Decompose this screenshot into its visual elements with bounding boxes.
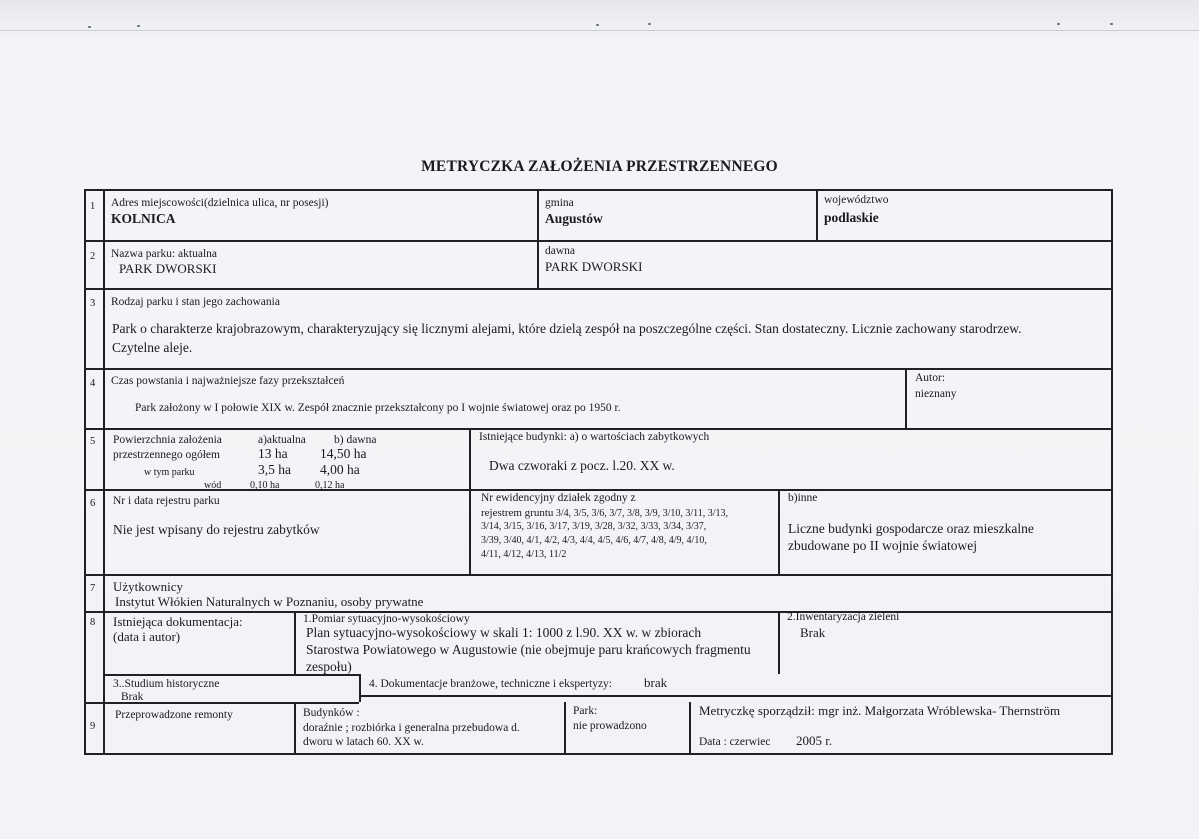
row-divider bbox=[84, 574, 1113, 576]
register-label: Nr i data rejestru parku bbox=[113, 495, 220, 507]
historical-study-value: Brak bbox=[121, 691, 144, 703]
date-value: 2005 r. bbox=[796, 733, 833, 748]
cell-divider bbox=[294, 702, 296, 755]
scan-speck bbox=[1057, 23, 1060, 25]
users-label: Użytkownicy bbox=[113, 579, 184, 594]
row-number: 1 bbox=[90, 201, 96, 212]
park-type-description: Park o charakterze krajobrazowym, charakteryzujący się licznymi alejami, które dzielą zespół na poszczególne części. Stan dostateczny. Licznie zachowany starodrzew. bbox=[112, 321, 1022, 336]
parcel-numbers: 3/39, 3/40, 4/1, 4/2, 4/3, 4/4, 4/5, 4/6, 4/7, 4/8, 4/9, 4/10, bbox=[481, 535, 707, 546]
water-area-label: wód bbox=[204, 480, 222, 491]
row-number: 9 bbox=[90, 721, 96, 732]
address-value: KOLNICA bbox=[111, 211, 176, 226]
row-number: 5 bbox=[90, 436, 96, 447]
row-divider bbox=[84, 489, 1113, 491]
scan-speck bbox=[137, 25, 140, 27]
industry-docs-label: 4. Dokumentacje branżowe, techniczne i ekspertyzy: bbox=[369, 678, 612, 690]
parcel-numbers: 3/4, 3/5, 3/6, 3/7, 3/8, 3/9, 3/10, 3/11, 3/13, bbox=[555, 508, 729, 519]
address-label: Adres miejscowości(dzielnica ulica, nr posesji) bbox=[111, 197, 329, 209]
park-type-description-cont: Czytelne aleje. bbox=[112, 340, 193, 355]
water-area-current: 0,10 ha bbox=[250, 480, 280, 491]
author-value: nieznany bbox=[915, 388, 957, 400]
cell-divider bbox=[816, 189, 818, 240]
current-name-value: PARK DWORSKI bbox=[119, 261, 217, 276]
border-right bbox=[1111, 189, 1113, 755]
row-divider bbox=[84, 240, 1113, 242]
cell-divider bbox=[469, 428, 471, 574]
current-name-label: Nazwa parku: aktualna bbox=[111, 248, 218, 260]
row-number: 2 bbox=[90, 251, 96, 262]
prepared-by: Metryczkę sporządził: mgr inż. Małgorzata Wróblewska- Thernström bbox=[699, 703, 1061, 718]
row-divider bbox=[359, 695, 1113, 697]
area-former-header: b) dawna bbox=[334, 434, 377, 446]
area-label-cont: przestrzennego ogółem bbox=[113, 449, 220, 461]
cell-divider bbox=[905, 368, 907, 428]
repairs-label: Przeprowadzone remonty bbox=[115, 709, 233, 721]
park-area-former: 4,00 ha bbox=[320, 462, 360, 477]
parcels-register-label: rejestrem gruntu bbox=[481, 507, 554, 519]
documentation-label-cont: (data i autor) bbox=[113, 629, 181, 644]
area-total-former: 14,50 ha bbox=[320, 446, 367, 461]
border-top bbox=[84, 189, 1113, 191]
users-value: Instytut Włókien Naturalnych w Poznaniu, osoby prywatne bbox=[115, 594, 424, 609]
survey-value-cont: Starostwa Powiatowego w Augustowie (nie obejmuje paru krańcowych fragmentu bbox=[306, 642, 751, 657]
row-number: 4 bbox=[90, 378, 96, 389]
page-title: METRYCZKA ZAŁOŻENIA PRZESTRZENNEGO bbox=[421, 158, 778, 175]
building-repairs-value-cont: dworu w latach 60. XX w. bbox=[303, 736, 424, 748]
register-form bbox=[84, 189, 1113, 755]
scan-speck bbox=[1110, 23, 1113, 25]
area-current-header: a)aktualna bbox=[258, 434, 306, 446]
date-label: Data : czerwiec bbox=[699, 736, 771, 748]
history-value: Park założony w I połowie XIX w. Zespół znacznie przekształcony po I wojnie światowej oraz po 1950 r. bbox=[135, 402, 621, 414]
border-bottom bbox=[84, 753, 1113, 755]
gmina-value: Augustów bbox=[545, 211, 603, 226]
parcel-numbers: 3/14, 3/15, 3/16, 3/17, 3/19, 3/28, 3/32, 3/33, 3/34, 3/37, bbox=[481, 521, 707, 532]
voivodeship-label: województwo bbox=[824, 194, 889, 206]
documentation-label: Istniejąca dokumentacja: bbox=[113, 614, 243, 629]
park-area-label: w tym parku bbox=[144, 467, 195, 478]
cell-divider bbox=[778, 489, 780, 574]
row-divider bbox=[84, 611, 1113, 613]
area-total-current: 13 ha bbox=[258, 446, 288, 461]
greenery-inventory-value: Brak bbox=[800, 625, 826, 640]
water-area-former: 0,12 ha bbox=[315, 480, 345, 491]
other-buildings-label: b)inne bbox=[788, 492, 818, 504]
survey-value-cont: zespołu) bbox=[306, 659, 352, 674]
building-repairs-label: Budynków : bbox=[303, 707, 360, 719]
park-area-current: 3,5 ha bbox=[258, 462, 291, 477]
building-repairs-value: doraźnie ; rozbiórka i generalna przebudowa d. bbox=[303, 722, 520, 734]
cell-divider bbox=[294, 611, 296, 674]
row-number: 8 bbox=[90, 617, 96, 628]
cell-divider bbox=[537, 189, 539, 288]
row-number: 6 bbox=[90, 498, 96, 509]
industry-docs-value: brak bbox=[644, 675, 668, 690]
cell-divider bbox=[778, 611, 780, 674]
park-repairs-label: Park: bbox=[573, 705, 598, 717]
register-value: Nie jest wpisany do rejestru zabytków bbox=[113, 522, 320, 537]
row-number: 3 bbox=[90, 298, 96, 309]
parcels-label-cont bbox=[481, 507, 728, 519]
row-divider bbox=[84, 288, 1113, 290]
cell-divider bbox=[689, 702, 691, 755]
existing-buildings-value: Dwa czworaki z pocz. l.20. XX w. bbox=[489, 458, 675, 473]
historical-study-label: 3..Studium historyczne bbox=[113, 678, 220, 690]
cell-divider bbox=[359, 674, 361, 702]
row-divider bbox=[84, 368, 1113, 370]
park-repairs-value: nie prowadzono bbox=[573, 720, 647, 732]
existing-buildings-label: Istniejące budynki: a) o wartościach zabytkowych bbox=[479, 431, 710, 443]
scan-speck bbox=[596, 24, 599, 26]
survey-value: Plan sytuacyjno-wysokościowy w skali 1: 1000 z l.90. XX w. w zbiorach bbox=[306, 625, 702, 640]
parcel-numbers: 4/11, 4/12, 4/13, 11/2 bbox=[481, 549, 567, 560]
other-buildings-value: Liczne budynki gospodarcze oraz mieszkalne bbox=[788, 521, 1034, 536]
row-divider bbox=[84, 428, 1113, 430]
survey-label: 1.Pomiar sytuacyjno-wysokościowy bbox=[303, 613, 470, 625]
history-label: Czas powstania i najważniejsze fazy przekształceń bbox=[111, 375, 345, 387]
scan-speck bbox=[648, 23, 651, 25]
former-name-label: dawna bbox=[545, 245, 576, 257]
number-column-divider bbox=[103, 189, 105, 755]
scan-speck bbox=[88, 26, 91, 28]
gmina-label: gmina bbox=[545, 197, 574, 209]
parcels-label: Nr ewidencyjny działek zgodny z bbox=[481, 492, 636, 504]
greenery-inventory-label: 2.Inwentaryzacja zieleni bbox=[787, 611, 900, 623]
park-type-label: Rodzaj parku i stan jego zachowania bbox=[111, 296, 280, 308]
author-label: Autor: bbox=[915, 372, 946, 384]
former-name-value: PARK DWORSKI bbox=[545, 259, 643, 274]
scan-edge-line bbox=[0, 30, 1199, 31]
area-label: Powierzchnia założenia bbox=[113, 434, 222, 446]
voivodeship-value: podlaskie bbox=[824, 210, 879, 225]
cell-divider bbox=[564, 702, 566, 755]
border-left bbox=[84, 189, 86, 755]
other-buildings-value-cont: zbudowane po II wojnie światowej bbox=[788, 538, 977, 553]
row-number: 7 bbox=[90, 583, 96, 594]
